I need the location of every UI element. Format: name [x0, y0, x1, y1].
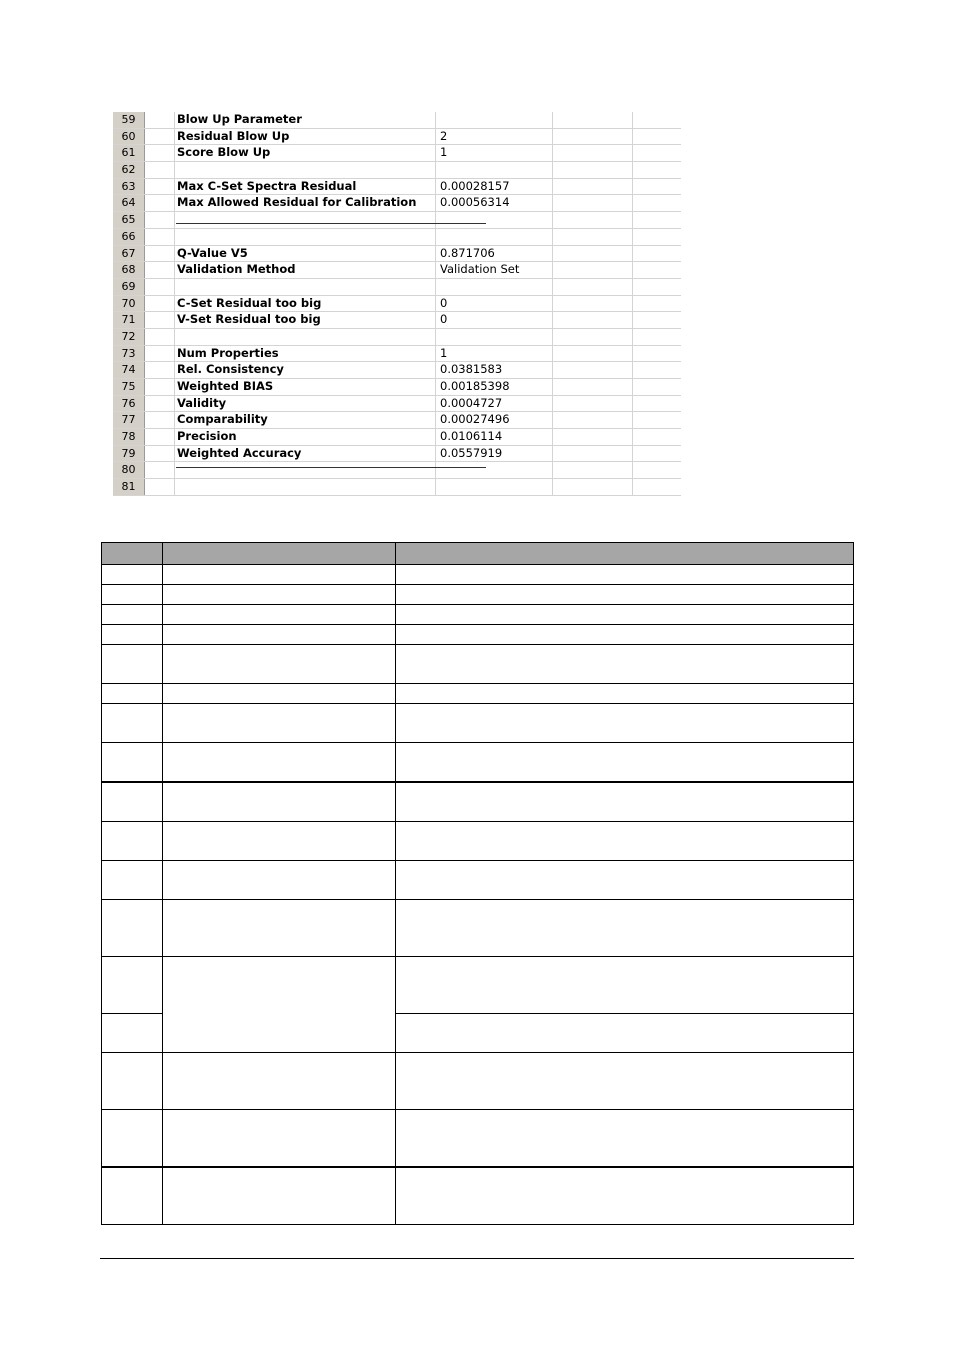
- table-row: [102, 704, 854, 743]
- row-label: Weighted BIAS: [175, 379, 436, 395]
- row-value: 0.00028157: [436, 179, 553, 195]
- row-number: 73: [113, 346, 145, 362]
- table-header-cell: [163, 543, 396, 565]
- row-number: 76: [113, 396, 145, 412]
- row-label: Num Properties: [175, 346, 436, 362]
- row-value: 0.0106114: [436, 429, 553, 445]
- separator-line: [176, 223, 486, 224]
- row-label: [175, 462, 436, 478]
- table-row: [102, 861, 854, 900]
- row-label: Blow Up Parameter: [175, 112, 436, 128]
- footer-rule: [100, 1258, 854, 1259]
- row-label: Max C-Set Spectra Residual: [175, 179, 436, 195]
- table-row: [102, 1110, 854, 1168]
- row-number: 65: [113, 212, 145, 228]
- table-header-row: [102, 543, 854, 565]
- row-number: 81: [113, 479, 145, 495]
- table-row: [102, 625, 854, 645]
- row-label: Max Allowed Residual for Calibration: [175, 195, 436, 211]
- row-number: 64: [113, 195, 145, 211]
- row-value: 0.871706: [436, 246, 553, 262]
- table-row: [102, 605, 854, 625]
- row-value: 2: [436, 129, 553, 145]
- row-value: 0.00027496: [436, 412, 553, 428]
- table-header-cell: [396, 543, 854, 565]
- row-number: 75: [113, 379, 145, 395]
- sheet-row: [113, 346, 681, 363]
- table-row: [102, 782, 854, 822]
- table-row: [102, 822, 854, 861]
- row-label: [175, 329, 436, 345]
- row-label: [175, 229, 436, 245]
- row-number: 63: [113, 179, 145, 195]
- sheet-row: [113, 462, 681, 479]
- row-value: 0.0557919: [436, 446, 553, 462]
- row-label: Rel. Consistency: [175, 362, 436, 378]
- sheet-row: [113, 296, 681, 313]
- table-row: [102, 645, 854, 684]
- row-value: [436, 162, 553, 178]
- row-value: 0.00056314: [436, 195, 553, 211]
- sheet-row: [113, 429, 681, 446]
- table-row: [102, 684, 854, 704]
- row-number: 61: [113, 145, 145, 161]
- table-row: [102, 900, 854, 957]
- row-label: Validation Method: [175, 262, 436, 278]
- row-number: 68: [113, 262, 145, 278]
- sheet-row: [113, 246, 681, 263]
- table-row: [102, 1053, 854, 1110]
- row-label: Comparability: [175, 412, 436, 428]
- row-value: 1: [436, 346, 553, 362]
- row-label: Q-Value V5: [175, 246, 436, 262]
- row-label: Residual Blow Up: [175, 129, 436, 145]
- row-number: 80: [113, 462, 145, 478]
- sheet-row: [113, 179, 681, 196]
- sheet-row: [113, 129, 681, 146]
- row-label: [175, 212, 436, 228]
- separator-line: [176, 467, 486, 468]
- row-number: 72: [113, 329, 145, 345]
- sheet-row: [113, 312, 681, 329]
- sheet-row: [113, 229, 681, 246]
- table-header-cell: [102, 543, 163, 565]
- row-label: Validity: [175, 396, 436, 412]
- sheet-row: [113, 145, 681, 162]
- row-value: [436, 279, 553, 295]
- row-label: [175, 279, 436, 295]
- row-value: [436, 329, 553, 345]
- row-number: 67: [113, 246, 145, 262]
- spreadsheet-screenshot: [113, 112, 681, 494]
- sheet-row: [113, 195, 681, 212]
- table-row: [102, 585, 854, 605]
- row-value: [436, 112, 553, 128]
- sheet-row: [113, 262, 681, 279]
- row-number: 69: [113, 279, 145, 295]
- row-value: 0: [436, 296, 553, 312]
- sheet-row: [113, 362, 681, 379]
- row-number: 59: [113, 112, 145, 128]
- row-value: 1: [436, 145, 553, 161]
- row-value: 0: [436, 312, 553, 328]
- row-number: 79: [113, 446, 145, 462]
- row-number: 77: [113, 412, 145, 428]
- sheet-row: [113, 112, 681, 129]
- sheet-row: [113, 279, 681, 296]
- row-number: 71: [113, 312, 145, 328]
- row-value: 0.0381583: [436, 362, 553, 378]
- row-number: 66: [113, 229, 145, 245]
- table-row: [102, 1167, 854, 1225]
- sheet-row: [113, 396, 681, 413]
- document-table: [101, 542, 854, 1225]
- row-label: Precision: [175, 429, 436, 445]
- row-value: [436, 479, 553, 495]
- row-label: V-Set Residual too big: [175, 312, 436, 328]
- table-row: [102, 743, 854, 783]
- row-value: 0.0004727: [436, 396, 553, 412]
- row-value: Validation Set: [436, 262, 553, 278]
- row-value: [436, 229, 553, 245]
- row-number: 78: [113, 429, 145, 445]
- sheet-row: [113, 412, 681, 429]
- row-value: 0.00185398: [436, 379, 553, 395]
- sheet-row: [113, 162, 681, 179]
- row-label: Weighted Accuracy: [175, 446, 436, 462]
- table-row: [102, 957, 854, 1014]
- sheet-row: [113, 479, 681, 496]
- table-row: [102, 565, 854, 585]
- sheet-row: [113, 446, 681, 463]
- row-label: Score Blow Up: [175, 145, 436, 161]
- row-number: 74: [113, 362, 145, 378]
- row-number: 60: [113, 129, 145, 145]
- row-label: [175, 162, 436, 178]
- row-value: [436, 212, 553, 228]
- row-label: C-Set Residual too big: [175, 296, 436, 312]
- sheet-row: [113, 329, 681, 346]
- row-number: 62: [113, 162, 145, 178]
- row-value: [436, 462, 553, 478]
- row-label: [175, 479, 436, 495]
- sheet-row: [113, 379, 681, 396]
- sheet-row: [113, 212, 681, 229]
- row-number: 70: [113, 296, 145, 312]
